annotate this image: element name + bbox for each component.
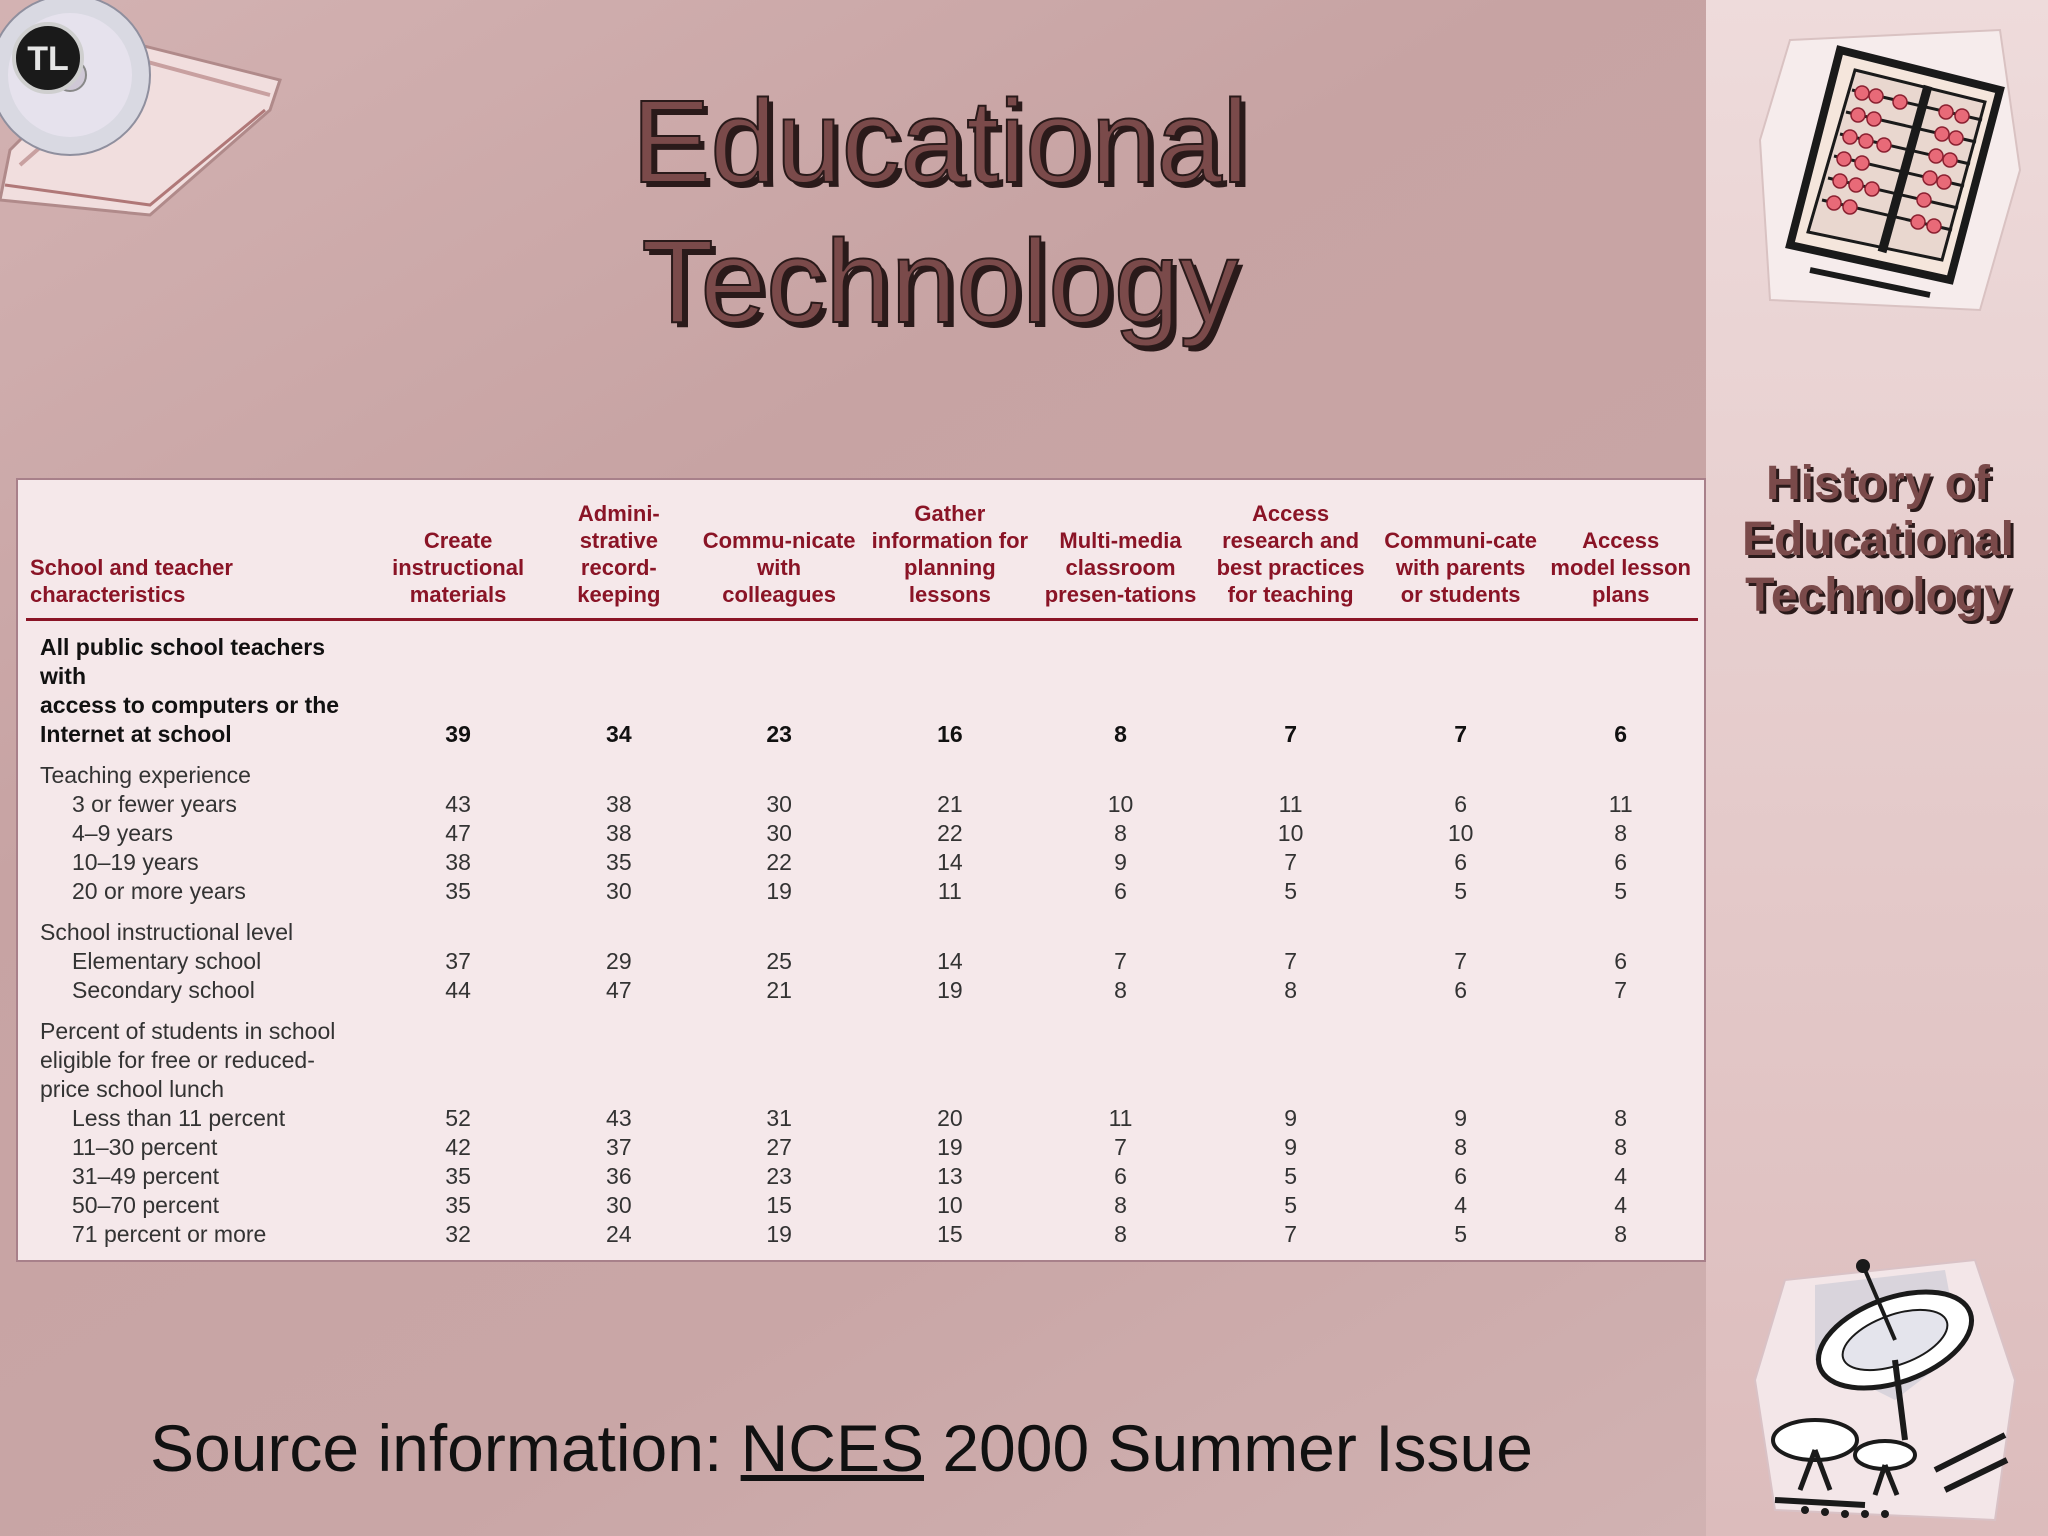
side-title-line-1: History of — [1765, 457, 1990, 510]
table-cell: 11 — [1278, 791, 1303, 817]
table-cell: 38 — [606, 820, 632, 846]
table-cell: 4 — [1614, 1163, 1628, 1189]
table-cell: 5 — [1614, 878, 1628, 904]
table-cell: 30 — [766, 820, 792, 846]
table-cell: 25 — [766, 948, 792, 974]
source-line — [150, 1410, 1533, 1486]
table-cell: 8 — [1454, 1134, 1468, 1160]
column-header: Multi-media classroom presen-tations — [1038, 500, 1204, 620]
table-cell: 8 — [1114, 820, 1127, 846]
table-cell: 8 — [1114, 1221, 1127, 1247]
table-group-heading — [26, 1046, 1698, 1075]
table-cell: 5 — [1454, 1221, 1468, 1247]
nces-link[interactable]: NCES — [740, 1411, 924, 1485]
table-cell: 9 — [1454, 1105, 1468, 1131]
table-row — [26, 976, 1698, 1005]
table-cell: 19 — [937, 977, 963, 1003]
table-cell: 30 — [606, 1192, 632, 1218]
table-cell: 43 — [445, 791, 471, 817]
table-cell: 27 — [766, 1134, 792, 1160]
table-row — [26, 1133, 1698, 1162]
table-cell: 47 — [445, 820, 471, 846]
table-row — [26, 819, 1698, 848]
group-label: Percent of students in school — [40, 1018, 336, 1044]
table-cell: 10 — [1277, 820, 1304, 846]
row-label: 71 percent or more — [72, 1221, 267, 1247]
satellite-dish-clipart-icon — [1745, 1240, 2035, 1530]
table-group-heading — [26, 761, 1698, 790]
column-header: School and teacher characteristics — [26, 500, 375, 620]
table-cell: 44 — [445, 977, 471, 1003]
data-table — [26, 500, 1698, 1249]
table-cell: 7 — [1114, 948, 1127, 974]
table-cell: 7 — [1614, 977, 1628, 1003]
table-row — [26, 1191, 1698, 1220]
row-label: Less than 11 percent — [72, 1105, 286, 1131]
column-header: Commu-nicate with colleagues — [696, 500, 862, 620]
table-cell: 8 — [1614, 820, 1628, 846]
table-row — [26, 1220, 1698, 1249]
table-cell: 36 — [606, 1163, 632, 1189]
column-header: Gather information for planning lessons — [862, 500, 1038, 620]
table-cell: 52 — [445, 1105, 471, 1131]
spacer-cell — [26, 749, 1698, 761]
abacus-clipart-icon — [1750, 20, 2030, 320]
table-cell: 47 — [606, 977, 632, 1003]
table-cell: 13 — [937, 1163, 963, 1189]
table-cell: 38 — [445, 849, 471, 875]
table-cell: 7 — [1454, 721, 1468, 747]
table-cell: 6 — [1614, 721, 1628, 747]
spacer-row — [26, 749, 1698, 761]
slide-title-line-1: Educational — [631, 76, 1249, 208]
slide-title-line-2: Technology — [641, 216, 1239, 348]
table-cell: 16 — [937, 721, 963, 747]
side-title-line-2: Educational — [1741, 513, 2015, 566]
table-cell: 21 — [937, 791, 963, 817]
table-row — [26, 790, 1698, 819]
table-cell: 8 — [1284, 977, 1297, 1003]
table-cell: 10 — [1447, 820, 1474, 846]
spacer-cell — [26, 906, 1698, 918]
table-cell: 35 — [445, 1163, 471, 1189]
table-cell: 15 — [766, 1192, 792, 1218]
table-cell: 5 — [1284, 1163, 1297, 1189]
table-cell: 42 — [445, 1134, 471, 1160]
table-group-heading — [26, 1017, 1698, 1046]
table-cell: 30 — [766, 791, 792, 817]
table-cell: 7 — [1114, 1134, 1127, 1160]
table-cell: 19 — [766, 878, 792, 904]
table-cell: 10 — [1107, 791, 1134, 817]
table-cell: 19 — [766, 1221, 792, 1247]
group-label: price school lunch — [40, 1076, 225, 1102]
table-cell: 4 — [1614, 1192, 1628, 1218]
side-title — [1718, 456, 2038, 624]
table-group-heading — [26, 1075, 1698, 1104]
spacer-row — [26, 906, 1698, 918]
table-cell: 5 — [1454, 878, 1468, 904]
row-label-line: access to computers or the — [40, 692, 340, 718]
table-cell: 7 — [1284, 849, 1297, 875]
table-cell: 8 — [1614, 1105, 1628, 1131]
cd-book-logo-icon — [0, 0, 290, 230]
table-cell: 14 — [937, 948, 963, 974]
row-label: 4–9 years — [72, 820, 174, 846]
table-cell: 23 — [766, 1163, 792, 1189]
row-label-line: Internet at school — [40, 721, 232, 747]
table-cell: 6 — [1454, 1163, 1468, 1189]
data-table-card — [16, 478, 1706, 1262]
table-cell: 6 — [1454, 849, 1468, 875]
table-cell: 14 — [937, 849, 963, 875]
spacer-row — [26, 620, 1698, 634]
group-label: eligible for free or reduced- — [40, 1047, 315, 1073]
table-cell: 39 — [445, 721, 471, 747]
row-label: 11–30 percent — [72, 1134, 218, 1160]
table-cell: 30 — [606, 878, 632, 904]
table-cell: 21 — [766, 977, 792, 1003]
table-cell: 6 — [1454, 977, 1468, 1003]
table-cell: 35 — [445, 878, 471, 904]
table-cell: 8 — [1614, 1221, 1628, 1247]
table-cell: 37 — [445, 948, 471, 974]
table-cell: 7 — [1284, 948, 1297, 974]
table-cell: 10 — [937, 1192, 963, 1218]
table-cell: 19 — [937, 1134, 963, 1160]
table-row — [26, 1104, 1698, 1133]
table-cell: 9 — [1284, 1134, 1297, 1160]
table-cell: 20 — [937, 1105, 963, 1131]
table-cell: 7 — [1284, 721, 1297, 747]
table-cell: 8 — [1614, 1134, 1628, 1160]
group-label: School instructional level — [40, 919, 294, 945]
table-row — [26, 848, 1698, 877]
table-cell: 29 — [606, 948, 632, 974]
row-label-line: All public school teachers with — [40, 634, 326, 689]
side-title-line-3: Technology — [1745, 569, 2011, 622]
source-suffix: 2000 Summer Issue — [924, 1411, 1533, 1485]
table-row — [26, 877, 1698, 906]
table-cell: 9 — [1114, 849, 1127, 875]
row-label: Elementary school — [72, 948, 262, 974]
column-header: Admini-strative record-keeping — [541, 500, 696, 620]
slide-title — [540, 72, 1340, 352]
table-group-heading — [26, 918, 1698, 947]
table-cell: 9 — [1284, 1105, 1297, 1131]
column-header: Communi-cate with parents or students — [1378, 500, 1544, 620]
table-cell: 5 — [1284, 878, 1297, 904]
table-cell: 24 — [606, 1221, 632, 1247]
table-cell: 35 — [606, 849, 632, 875]
column-header: Create instructional materials — [375, 500, 542, 620]
row-label: 31–49 percent — [72, 1163, 220, 1189]
table-cell: 11 — [937, 878, 962, 904]
table-cell: 8 — [1114, 1192, 1127, 1218]
table-row — [26, 947, 1698, 976]
table-cell: 7 — [1284, 1221, 1297, 1247]
table-cell: 6 — [1114, 878, 1127, 904]
table-cell: 15 — [937, 1221, 963, 1247]
table-cell: 38 — [606, 791, 632, 817]
logo-text: TL — [27, 40, 69, 78]
table-header-row — [26, 500, 1698, 620]
table-cell: 22 — [937, 820, 963, 846]
table-cell: 8 — [1114, 721, 1127, 747]
row-label: 10–19 years — [72, 849, 199, 875]
spacer-cell — [26, 1005, 1698, 1017]
row-label: 3 or fewer years — [72, 791, 237, 817]
table-cell: 11 — [1108, 1105, 1133, 1131]
table-cell: 6 — [1614, 948, 1628, 974]
table-cell: 8 — [1114, 977, 1127, 1003]
source-prefix: Source information: — [150, 1411, 741, 1485]
table-cell: 32 — [445, 1221, 471, 1247]
table-cell: 35 — [445, 1192, 471, 1218]
table-cell: 11 — [1608, 791, 1633, 817]
table-cell: 37 — [606, 1134, 632, 1160]
table-body — [26, 620, 1698, 1250]
table-cell: 4 — [1454, 1192, 1468, 1218]
column-header: Access research and best practices for teaching — [1203, 500, 1378, 620]
column-header: Access model lesson plans — [1543, 500, 1698, 620]
row-label: 20 or more years — [72, 878, 246, 904]
group-label: Teaching experience — [40, 762, 251, 788]
table-cell: 22 — [766, 849, 792, 875]
table-cell: 34 — [606, 721, 632, 747]
table-cell: 23 — [766, 721, 792, 747]
table-row — [26, 1162, 1698, 1191]
table-cell: 7 — [1454, 948, 1468, 974]
table-cell: 31 — [766, 1105, 792, 1131]
spacer-row — [26, 1005, 1698, 1017]
table-row-all-teachers — [26, 633, 1698, 749]
spacer-cell — [26, 620, 1698, 634]
table-cell: 6 — [1454, 791, 1468, 817]
row-label: Secondary school — [72, 977, 255, 1003]
table-cell: 5 — [1284, 1192, 1297, 1218]
table-cell: 6 — [1114, 1163, 1127, 1189]
table-cell: 43 — [606, 1105, 632, 1131]
row-label — [26, 633, 375, 749]
row-label: 50–70 percent — [72, 1192, 220, 1218]
table-cell: 6 — [1614, 849, 1628, 875]
